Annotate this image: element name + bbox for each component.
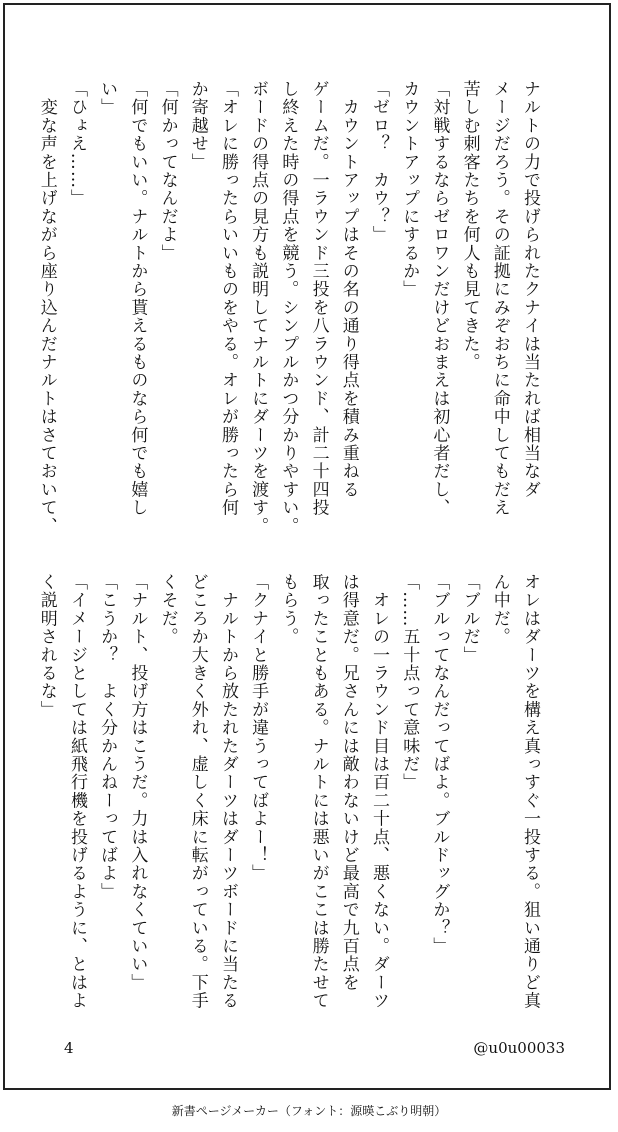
text-line: カウントアップにするか」 bbox=[399, 80, 420, 299]
text-line: か寄越せ」 bbox=[187, 80, 208, 171]
text-line: 「こうか？ よく分かんねーってばよ」 bbox=[97, 573, 118, 901]
text-line: カウントアップはその名の通り得点を積み重ねる bbox=[338, 80, 359, 499]
text-line: 変な声を上げながら座り込んだナルトはさておいて、 bbox=[36, 80, 57, 535]
text-line: し終えた時の得点を競う。シンプルかつ分かりやすい。 bbox=[278, 80, 299, 535]
text-line: 苦しむ刺客たちを何人も見てきた。 bbox=[459, 80, 480, 372]
text-block-bottom bbox=[36, 573, 545, 1043]
text-line: 「何かってなんだよ」 bbox=[157, 80, 178, 262]
text-line: ボードの得点の見方も説明してナルトにダーツを渡す。 bbox=[248, 80, 269, 535]
text-line: もらう。 bbox=[278, 573, 299, 646]
text-line: 「クナイと勝手が違うってばよー！」 bbox=[248, 573, 269, 883]
text-line: 「ブルってなんだってばよ。ブルドッグか？」 bbox=[429, 573, 450, 956]
text-line: オレはダーツを構え真っすぐ一投する。狙い通りど真 bbox=[520, 573, 540, 1010]
text-line: 「……五十点って意味だ」 bbox=[399, 573, 420, 792]
generator-caption: 新書ページメーカー（フォント：源暎こぶり明朝） bbox=[171, 1104, 447, 1118]
text-line: く説明されるな」 bbox=[36, 573, 57, 719]
text-line: オレの一ラウンド目は百二十点、悪くない。ダーツ bbox=[368, 573, 389, 1010]
text-line: 「対戦するならゼロワンだけどおまえは初心者だし、 bbox=[429, 80, 450, 517]
text-line: い」 bbox=[97, 80, 118, 117]
text-line: くそだ。 bbox=[157, 573, 178, 646]
text-line: どころか大きく外れ、虚しく床に転がっている。下手 bbox=[187, 573, 208, 1010]
author-credit: @u0u00033 bbox=[473, 1039, 565, 1057]
text-line: 「ブルだ」 bbox=[459, 573, 480, 664]
page-number: 4 bbox=[64, 1039, 74, 1057]
text-line: ん中だ。 bbox=[489, 573, 510, 646]
text-line: 取ったこともある。ナルトには悪いがここは勝たせて bbox=[308, 573, 329, 1010]
text-line: 「オレに勝ったらいいものをやる。オレが勝ったら何 bbox=[217, 80, 238, 517]
text-line: 「ひょえ……」 bbox=[66, 80, 87, 208]
text-line: メージだろう。その証拠にみぞおちに命中してもだえ bbox=[489, 80, 510, 517]
text-line: ナルトの力で投げられたクナイは当たれば相当なダ bbox=[520, 80, 540, 499]
text-line: 「ナルト、投げ方はこうだ。力は入れなくていい」 bbox=[127, 573, 148, 992]
book-page bbox=[3, 3, 611, 1090]
text-line: 「何でもいい。ナルトから貰えるものなら何でも嬉し bbox=[127, 80, 148, 517]
text-line: は得意だ。兄さんには敵わないけど最高で九百点を bbox=[338, 573, 359, 992]
text-block-top bbox=[36, 80, 545, 550]
text-line: ナルトから放たれたダーツはダーツボードに当たる bbox=[217, 573, 238, 1010]
text-line: 「ゼロ？ カウ？」 bbox=[368, 80, 389, 244]
text-line: ゲームだ。一ラウンド三投を八ラウンド、計二十四投 bbox=[308, 80, 329, 517]
text-line: 「イメージとしては紙飛行機を投げるように、とはよ bbox=[66, 573, 87, 1010]
